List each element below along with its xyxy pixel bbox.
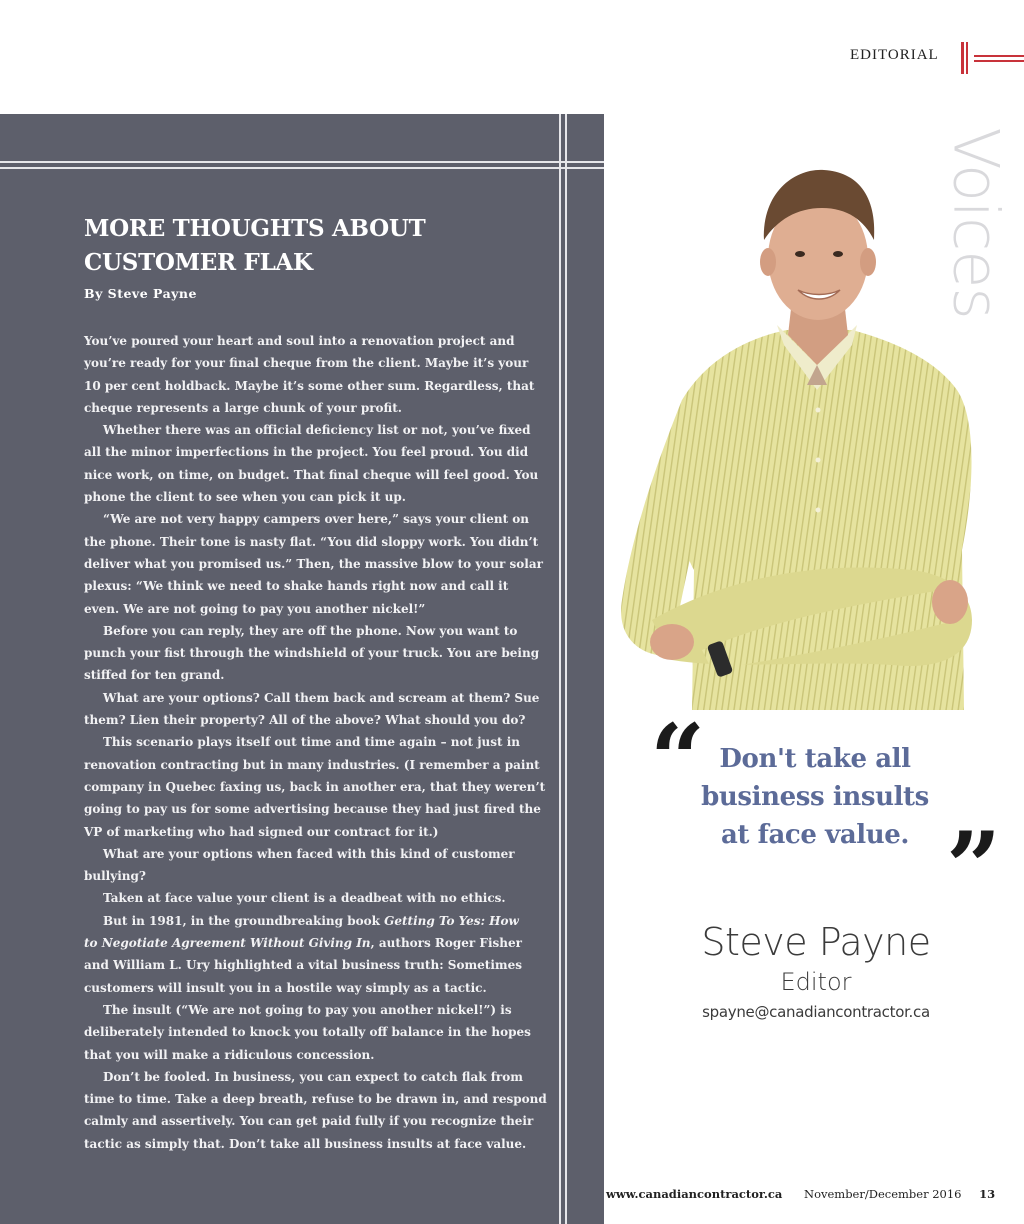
body-line xyxy=(84,977,534,999)
body-line-text: What are your options? Call them back and scream at them? Sue xyxy=(103,690,540,705)
headline-line-2: CUSTOMER FLAK xyxy=(84,249,313,276)
body-line xyxy=(84,865,534,887)
body-line xyxy=(84,954,534,976)
body-line xyxy=(84,464,539,486)
article-body xyxy=(84,330,547,1155)
body-line xyxy=(84,843,534,865)
header-accent-rule-vertical-2 xyxy=(966,42,968,74)
body-line-text: Whether there was an official deficiency list or not, you’ve fixed xyxy=(103,423,531,438)
body-line xyxy=(84,887,534,909)
body-line xyxy=(84,575,534,597)
body-line-text: stiffed for ten grand. xyxy=(84,668,225,683)
body-line-text: renovation contracting but in many industries. (I remember a paint xyxy=(84,757,540,772)
body-line-text: and William L. Ury highlighted a vital business truth: Sometimes xyxy=(84,958,522,973)
body-line-text: Before you can reply, they are off the phone. Now you want to xyxy=(103,623,518,638)
body-line-text: This scenario plays itself out time and time again – not just in xyxy=(103,735,521,750)
body-line-text: deliberately intended to knock you totally off balance in the hopes xyxy=(84,1025,531,1040)
header-accent-rule-horizontal-2 xyxy=(974,60,1024,62)
panel-rule-vertical-2 xyxy=(565,114,567,1224)
body-line-text: The insult (“We are not going to pay you another nickel!”) is xyxy=(103,1002,512,1017)
body-line-text: calmly and assertively. You can get paid fully if you recognize their xyxy=(84,1114,534,1129)
headline-line-1: MORE THOUGHTS ABOUT xyxy=(84,215,426,242)
body-line-text: customers will insult you in a hostile way simply as a tactic. xyxy=(84,980,487,995)
body-line-text: “We are not very happy campers over here,” says your client on xyxy=(103,512,530,527)
byline: By Steve Payne xyxy=(84,286,197,301)
body-line xyxy=(84,531,539,553)
body-line-text: going to pay us for some advertising because they had just fired the xyxy=(84,802,541,817)
body-line xyxy=(84,932,534,954)
body-line xyxy=(84,664,534,686)
body-line xyxy=(84,486,534,508)
body-line xyxy=(84,419,534,441)
body-line-text: time to time. Take a deep breath, refuse to be drawn in, and respond xyxy=(84,1092,547,1107)
panel-rule-vertical xyxy=(559,114,561,1224)
body-line-text: plexus: “We think we need to shake hands right now and call it xyxy=(84,579,509,594)
body-line-text: punch your fist through the windshield of your truck. You are being xyxy=(84,646,540,661)
header-accent-rule-vertical xyxy=(961,42,964,74)
body-line xyxy=(84,1021,534,1043)
body-line-text-after: , authors Roger Fisher xyxy=(370,936,522,951)
pull-quote-line-2: business insults xyxy=(701,782,929,812)
body-line-text: What are your options when faced with this kind of customer xyxy=(103,846,515,861)
body-line-text: You’ve poured your heart and soul into a renovation project and xyxy=(84,334,515,348)
body-line xyxy=(84,620,534,642)
footer-website[interactable]: www.canadiancontractor.ca xyxy=(606,1187,783,1201)
body-line-text: phone the client to see when you can pick it up. xyxy=(84,490,406,505)
body-line-text: 10 per cent holdback. Maybe it’s some other sum. Regardless, that xyxy=(84,378,535,393)
pull-quote-line-1: Don't take all xyxy=(719,744,911,774)
book-title: to Negotiate Agreement Without Giving In xyxy=(84,936,371,951)
close-quote-mark: ” xyxy=(946,811,1002,924)
panel-rule-horizontal xyxy=(0,161,604,163)
editor-email[interactable]: spayne@canadiancontractor.ca xyxy=(702,1003,930,1021)
body-line-text: even. We are not going to pay you another nickel!” xyxy=(84,601,426,616)
body-line xyxy=(84,1110,534,1132)
pull-quote xyxy=(690,740,940,854)
open-quote-mark: “ xyxy=(650,703,706,816)
panel-rule-horizontal-2 xyxy=(0,167,604,169)
body-line xyxy=(84,397,534,419)
body-line xyxy=(84,352,534,374)
article-headline xyxy=(84,212,504,280)
body-line xyxy=(84,999,534,1021)
body-line xyxy=(84,776,546,798)
body-line xyxy=(84,1088,547,1110)
header-accent-rule-horizontal xyxy=(974,55,1024,57)
body-line-text: you’re ready for your final cheque from the client. Maybe it’s your xyxy=(84,356,529,371)
body-line xyxy=(84,330,534,352)
body-line xyxy=(84,1133,534,1155)
editor-name: Steve Payne xyxy=(701,920,931,964)
footer-issue: November/December 2016 xyxy=(804,1187,962,1201)
body-line-text: bullying? xyxy=(84,869,146,884)
section-label: EDITORIAL xyxy=(850,47,939,63)
page-number: 13 xyxy=(979,1187,996,1201)
body-line-text: deliver what you promised us.” Then, the massive blow to your solar xyxy=(84,556,543,571)
body-line-text: the phone. Their tone is nasty flat. “You did sloppy work. You didn’t xyxy=(84,534,539,549)
body-line-text: But in 1981, in the groundbreaking book xyxy=(103,913,385,928)
body-line-text: that you will make a ridiculous concession. xyxy=(84,1047,375,1062)
body-line xyxy=(84,798,541,820)
body-line xyxy=(84,441,534,463)
body-line xyxy=(84,642,540,664)
editor-portrait xyxy=(612,150,988,710)
pull-quote-line-3: at face value. xyxy=(720,820,910,850)
body-line xyxy=(84,731,534,753)
body-line xyxy=(84,709,534,731)
body-line-text: tactic as simply that. Don’t take all business insults at face value. xyxy=(84,1136,527,1151)
body-line xyxy=(84,508,534,530)
body-line-text: company in Quebec faxing us, back in another era, that they weren’t xyxy=(84,779,546,794)
body-line xyxy=(84,910,534,932)
book-title: Getting To Yes: How xyxy=(384,913,519,928)
body-line xyxy=(84,687,540,709)
body-line-text: Don’t be fooled. In business, you can expect to catch flak from xyxy=(103,1069,523,1084)
body-line-text: cheque represents a large chunk of your profit. xyxy=(84,400,402,415)
body-line xyxy=(84,598,534,620)
body-line-text: Taken at face value your client is a deadbeat with no ethics. xyxy=(103,891,506,906)
body-line xyxy=(84,754,540,776)
body-line xyxy=(84,553,543,575)
body-line xyxy=(84,821,534,843)
body-line xyxy=(84,1066,534,1088)
body-line-text: all the minor imperfections in the project. You feel proud. You did xyxy=(84,445,529,460)
voices-text: Voices xyxy=(939,127,1013,319)
editor-role: Editor xyxy=(780,968,852,996)
page-footer xyxy=(606,1187,995,1201)
body-line-text: them? Lien their property? All of the above? What should you do? xyxy=(84,713,526,728)
body-line xyxy=(84,375,534,397)
body-line xyxy=(84,1044,534,1066)
body-line-text: nice work, on time, on budget. That final cheque will feel good. You xyxy=(84,467,539,482)
body-line-text: VP of marketing who had signed our contract for it.) xyxy=(84,824,439,839)
